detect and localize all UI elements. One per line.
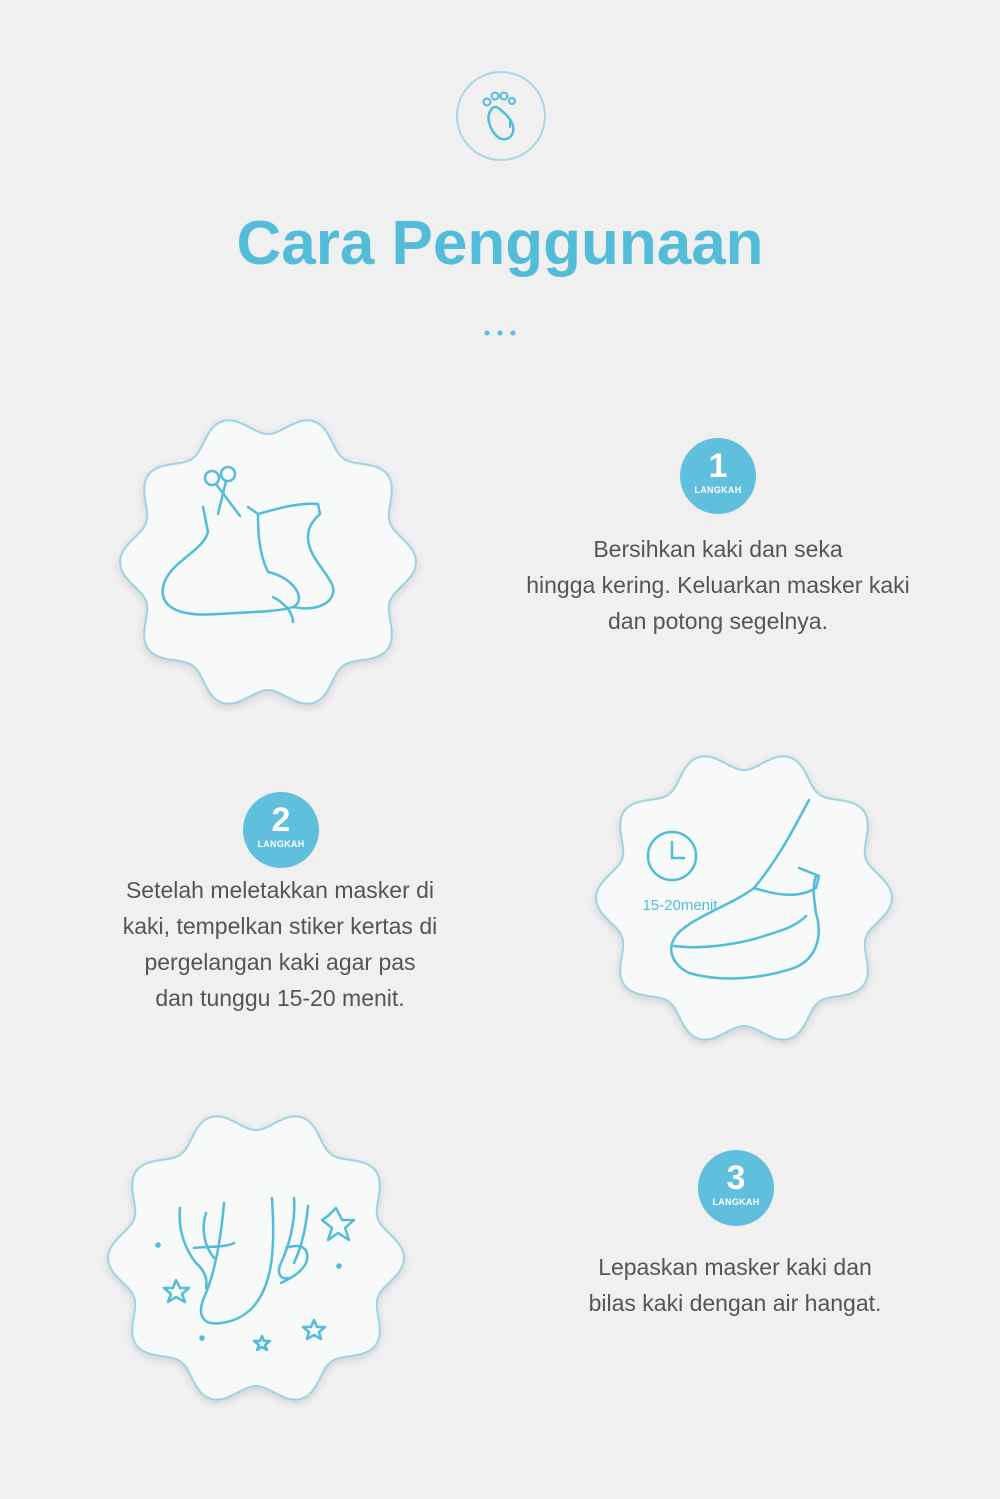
step-3-badge	[698, 1150, 774, 1226]
step-text-line: pergelangan kaki agar pas	[144, 949, 416, 975]
step-text-line: Lepaskan masker kaki dan	[598, 1254, 872, 1280]
step-badge-label: LANGKAH	[694, 485, 742, 495]
step-text-line: bilas kaki dengan air hangat.	[588, 1290, 882, 1316]
step-1-illustration	[108, 402, 428, 722]
step-text-line: dan potong segelnya.	[608, 608, 828, 634]
page-title: Cara Penggunaan	[236, 209, 764, 278]
step-3-illustration	[96, 1098, 416, 1418]
footprint-icon	[455, 70, 547, 162]
step-1-badge	[680, 438, 756, 514]
step-1-text	[480, 531, 956, 639]
step-2-text	[60, 872, 500, 1016]
step-number: 1	[708, 447, 728, 485]
step-3-text	[500, 1249, 970, 1321]
step-2-badge	[243, 792, 319, 868]
step-text-line: hingga kering. Keluarkan masker kaki	[526, 572, 910, 598]
step-2-illustration	[584, 738, 904, 1058]
timer-label: 15-20menit	[642, 897, 718, 914]
step-badge-label: LANGKAH	[712, 1197, 760, 1207]
step-text-line: dan tunggu 15-20 menit.	[155, 985, 405, 1011]
step-number: 2	[271, 801, 291, 839]
divider-dots	[482, 326, 522, 338]
step-text-line: Setelah meletakkan masker di	[125, 877, 435, 903]
step-number: 3	[726, 1159, 746, 1197]
step-text-line: kaki, tempelkan stiker kertas di	[122, 913, 438, 939]
step-badge-label: LANGKAH	[257, 839, 305, 849]
step-text-line: Bersihkan kaki dan seka	[593, 536, 843, 562]
